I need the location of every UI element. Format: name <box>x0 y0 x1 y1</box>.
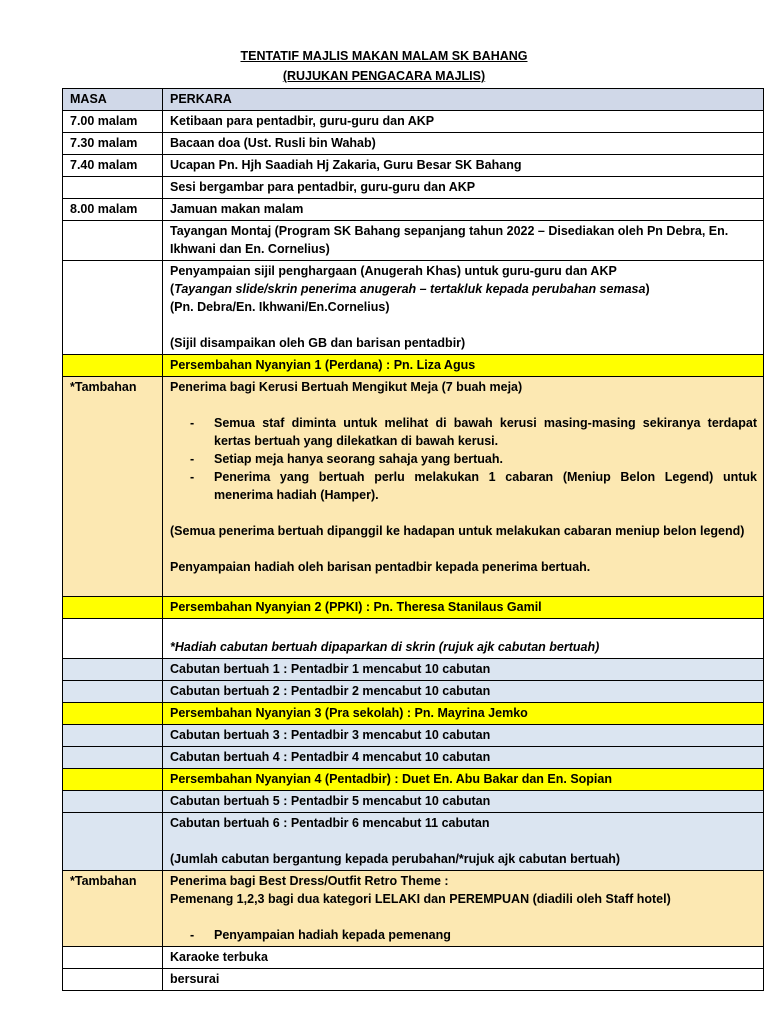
item-cell: Bacaan doa (Ust. Rusli bin Wahab) <box>163 133 764 155</box>
table-row <box>63 947 764 969</box>
lucky-chair-closing: Penyampaian hadiah oleh barisan pentadbir kepada penerima bertuah. <box>170 560 591 574</box>
item-cell: Cabutan bertuah 4 : Pentadbir 4 mencabut 10 cabutan <box>163 747 764 769</box>
time-cell <box>63 261 163 355</box>
paren-close: ) <box>645 282 650 296</box>
item-cell <box>163 377 764 597</box>
item-cell: Cabutan bertuah 1 : Pentadbir 1 mencabut 10 cabutan <box>163 659 764 681</box>
time-cell: 8.00 malam <box>63 199 163 221</box>
table-header-row <box>63 89 764 111</box>
time-cell <box>63 747 163 769</box>
time-cell <box>63 947 163 969</box>
table-row <box>63 813 764 871</box>
time-cell <box>63 597 163 619</box>
draw-count-note: (Jumlah cabutan bergantung kepada perubahan/*rujuk ajk cabutan bertuah) <box>170 852 621 866</box>
table-row <box>63 597 764 619</box>
item-cell: Ucapan Pn. Hjh Saadiah Hj Zakaria, Guru Besar SK Bahang <box>163 155 764 177</box>
table-row <box>63 871 764 947</box>
time-cell: 7.40 malam <box>63 155 163 177</box>
lucky-chair-list <box>170 414 757 504</box>
time-cell: 7.30 malam <box>63 133 163 155</box>
item-cell <box>163 619 764 659</box>
agenda-table <box>62 88 764 991</box>
lucky-chair-intro: Penerima bagi Kerusi Bertuah Mengikut Meja (7 buah meja) <box>170 380 523 394</box>
award-presenters: (Pn. Debra/En. Ikhwani/En.Cornelius) <box>170 300 390 314</box>
table-row <box>63 133 764 155</box>
time-cell <box>63 725 163 747</box>
table-row <box>63 177 764 199</box>
time-cell <box>63 177 163 199</box>
award-note-italic: Tayangan slide/skrin penerima anugerah – tertakluk kepada perubahan semasa <box>174 282 646 296</box>
lucky-chair-note: (Semua penerima bertuah dipanggil ke hadapan untuk melakukan cabaran meniup belon legend) <box>170 524 745 538</box>
item-cell: Ketibaan para pentadbir, guru-guru dan AKP <box>163 111 764 133</box>
time-cell <box>63 355 163 377</box>
header-masa: MASA <box>63 89 163 111</box>
table-row <box>63 199 764 221</box>
award-note <box>170 280 757 298</box>
table-row <box>63 747 764 769</box>
list-item: - Setiap meja hanya seorang sahaja yang bertuah. <box>190 452 503 466</box>
item-cell: Tayangan Montaj (Program SK Bahang sepanjang tahun 2022 – Disediakan oleh Pn Debra, En. Ikhwani dan En. Cornelius) <box>163 221 764 261</box>
time-cell <box>63 969 163 991</box>
item-cell <box>163 813 764 871</box>
time-cell: 7.00 malam <box>63 111 163 133</box>
item-cell: Cabutan bertuah 5 : Pentadbir 5 mencabut 10 cabutan <box>163 791 764 813</box>
document-title: TENTATIF MAJLIS MAKAN MALAM SK BAHANG <box>240 49 528 63</box>
time-cell <box>63 769 163 791</box>
item-cell: bersurai <box>163 969 764 991</box>
item-cell: Persembahan Nyanyian 2 (PPKI) : Pn. Theresa Stanilaus Gamil <box>163 597 764 619</box>
item-cell: Cabutan bertuah 3 : Pentadbir 3 mencabut 10 cabutan <box>163 725 764 747</box>
draw-6-line: Cabutan bertuah 6 : Pentadbir 6 mencabut 11 cabutan <box>170 816 490 830</box>
header-perkara: PERKARA <box>163 89 764 111</box>
time-cell: *Tambahan <box>63 377 163 597</box>
list-item: - Penyampaian hadiah kepada pemenang <box>190 928 451 942</box>
table-row <box>63 261 764 355</box>
table-row <box>63 111 764 133</box>
award-line: Penyampaian sijil penghargaan (Anugerah Khas) untuk guru-guru dan AKP <box>170 264 617 278</box>
item-cell <box>163 871 764 947</box>
table-row <box>63 681 764 703</box>
item-cell: Cabutan bertuah 2 : Pentadbir 2 mencabut 10 cabutan <box>163 681 764 703</box>
paren-open: ( <box>170 282 175 296</box>
time-cell <box>63 681 163 703</box>
item-cell: Persembahan Nyanyian 4 (Pentadbir) : Duet En. Abu Bakar dan En. Sopian <box>163 769 764 791</box>
table-row <box>63 377 764 597</box>
item-cell: Jamuan makan malam <box>163 199 764 221</box>
item-cell: Persembahan Nyanyian 3 (Pra sekolah) : Pn. Mayrina Jemko <box>163 703 764 725</box>
time-cell: *Tambahan <box>63 871 163 947</box>
table-row <box>63 703 764 725</box>
document-subtitle: (RUJUKAN PENGACARA MAJLIS) <box>282 69 486 83</box>
best-dress-list <box>170 926 757 944</box>
time-cell <box>63 659 163 681</box>
table-row <box>63 221 764 261</box>
item-cell: Karaoke terbuka <box>163 947 764 969</box>
time-cell <box>63 619 163 659</box>
lucky-draw-note: *Hadiah cabutan bertuah dipaparkan di skrin (rujuk ajk cabutan bertuah) <box>170 640 600 654</box>
list-item: - Semua staf diminta untuk melihat di bawah kerusi masing-masing sekiranya terdapat kertas bertuah yang dilekatkan di bawah kerusi. <box>190 416 757 448</box>
best-dress-title: Penerima bagi Best Dress/Outfit Retro Theme : <box>170 874 449 888</box>
item-cell: Sesi bergambar para pentadbir, guru-guru dan AKP <box>163 177 764 199</box>
table-row <box>63 659 764 681</box>
item-cell: Persembahan Nyanyian 1 (Perdana) : Pn. Liza Agus <box>163 355 764 377</box>
table-row <box>63 791 764 813</box>
time-cell <box>63 703 163 725</box>
item-cell <box>163 261 764 355</box>
table-row <box>63 725 764 747</box>
table-row <box>63 619 764 659</box>
table-row <box>63 155 764 177</box>
table-row <box>63 969 764 991</box>
time-cell <box>63 791 163 813</box>
table-row <box>63 355 764 377</box>
time-cell <box>63 813 163 871</box>
award-certificate-note: (Sijil disampaikan oleh GB dan barisan pentadbir) <box>170 336 466 350</box>
time-cell <box>63 221 163 261</box>
list-item: - Penerima yang bertuah perlu melakukan 1 cabaran (Meniup Belon Legend) untuk menerima hadiah (Hamper). <box>190 470 757 502</box>
best-dress-winners: Pemenang 1,2,3 bagi dua kategori LELAKI dan PEREMPUAN (diadili oleh Staff hotel) <box>170 892 671 906</box>
table-row <box>63 769 764 791</box>
